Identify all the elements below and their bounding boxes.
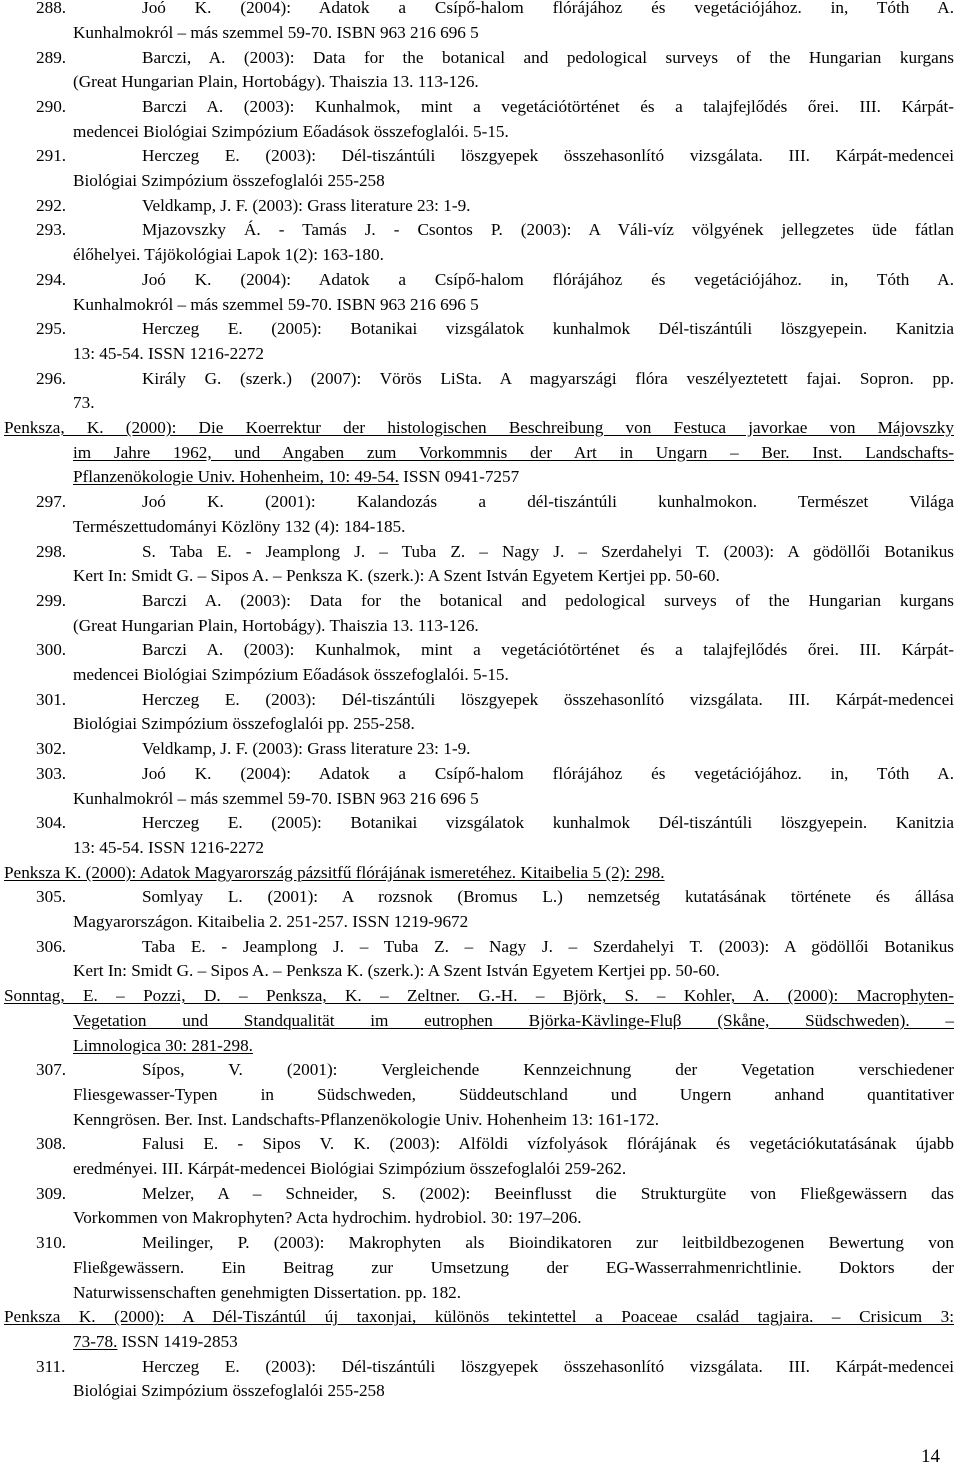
reference-number: 303. [36, 763, 67, 783]
reference-text: Joó K. (2001): Kalandozás a dél-tiszántúli kunhalmokon. Természet Világa [142, 492, 954, 512]
reference-continuation [73, 614, 954, 639]
reference-text: Penksza K. (2000): A Dél-Tiszántúl új taxonjai, különös tekintettel a Poaceae család tagjaira. – Crisicum 3: [4, 1307, 954, 1327]
reference-text: Herczeg E. (2003): Dél-tiszántúli löszgyepek összehasonlító vizsgálata. III. Kárpát-medencei [142, 146, 954, 166]
reference-text: im Jahre 1962, und Angaben zum Vorkommnis der Art in Ungarn – Ber. Inst. Landschafts- [73, 442, 954, 462]
reference-continuation [73, 1108, 954, 1133]
reference-number: 289. [36, 47, 67, 67]
reference-continuation [73, 120, 954, 145]
reference-text: Taba E. - Jeamplong J. – Tuba Z. – Nagy J. – Szerdahelyi T. (2003): A gödöllői Botanikus [142, 936, 954, 956]
reference-number: 297. [36, 492, 67, 512]
reference-full-line [4, 984, 954, 1009]
reference-text: Biológiai Szimpózium összefoglalói 255-258 [73, 1381, 385, 1401]
reference-text: Melzer, A – Schneider, S. (2002): Beeinflusst die Strukturgüte von Fließgewässern das [142, 1183, 954, 1203]
reference-number: 290. [36, 96, 67, 116]
reference-text: Herczeg E. (2005): Botanikai vizsgálatok kunhalmok Dél-tiszántúli löszgyepein. Kanitzia [142, 813, 954, 833]
reference-text: Limnologica 30: 281-298. [73, 1035, 253, 1055]
reference-number: 295. [36, 319, 67, 339]
reference-number: 301. [36, 689, 67, 709]
reference-text: Vorkommen von Makrophyten? Acta hydrochim. hydrobiol. 30: 197–206. [73, 1208, 582, 1228]
reference-continuation [73, 441, 954, 466]
reference-text: Kenngrösen. Ber. Inst. Landschafts-Pflanzenökologie Univ. Hohenheim 13: 161-172. [73, 1109, 660, 1129]
reference-text: Természettudományi Közlöny 132 (4): 184-185. [73, 516, 406, 536]
reference-text: Naturwissenschaften genehmigten Dissertation. pp. 182. [73, 1282, 462, 1302]
reference-text: Biológiai Szimpózium összefoglalói 255-258 [73, 171, 385, 190]
reference-number: 299. [36, 590, 67, 610]
reference-text: Meilinger, P. (2003): Makrophyten als Bioindikatoren zur leitbildbezogenen Bewertung von [142, 1233, 954, 1253]
reference-text: Joó K. (2004): Adatok a Csípő-halom flórájához és vegetációjához. in, Tóth A. [142, 0, 954, 17]
reference-number: 298. [36, 541, 67, 561]
reference-text: élőhelyei. Tájökológiai Lapok 1(2): 163-180. [73, 245, 384, 265]
reference-text: Joó K. (2004): Adatok a Csípő-halom flórájához és vegetációjához. in, Tóth A. [142, 763, 954, 783]
reference-continuation [73, 1009, 954, 1034]
reference-text: medencei Biológiai Szimpózium Eőadások összefoglalói. 5-15. [73, 665, 509, 684]
reference-continuation [73, 712, 954, 737]
reference-text: Pflanzenökologie Univ. Hohenheim, 10: 49-54. [73, 467, 399, 487]
reference-continuation [73, 1330, 954, 1355]
reference-text: Barczi A. (2003): Kunhalmok, mint a vegetációtörténet és a talajfejlődés őrei. III. Kárpát- [142, 96, 954, 116]
reference-text: Penksza, K. (2000): Die Koerrektur der histologischen Beschreibung von Festuca javorkae von Májovszky [4, 418, 954, 437]
reference-text: Herczeg E. (2003): Dél-tiszántúli löszgyepek összehasonlító vizsgálata. III. Kárpát-medencei [142, 1356, 954, 1376]
reference-text: 73. [73, 393, 95, 413]
reference-continuation [73, 787, 954, 812]
reference-number: 306. [36, 936, 67, 956]
reference-text: Somlyay L. (2001): A rozsnok (Bromus L.) nemzetség kutatásának története és állása [142, 887, 954, 907]
reference-text: S. Taba E. - Jeamplong J. – Tuba Z. – Nagy J. – Szerdahelyi T. (2003): A gödöllői Botanikus [142, 541, 954, 561]
reference-continuation [73, 836, 954, 861]
reference-tail: ISSN 1419-2853 [117, 1331, 238, 1351]
reference-full-line [4, 861, 954, 886]
reference-continuation [73, 1379, 954, 1404]
reference-text: Barczi, A. (2003): Data for the botanical and pedological surveys of the Hungarian kurgans [142, 47, 954, 67]
reference-tail: Kitaibelia 5 (2): 298. [516, 862, 665, 882]
reference-number: 307. [36, 1060, 67, 1080]
reference-continuation [73, 959, 954, 984]
reference-text: (Great Hungarian Plain, Hortobágy). Thaiszia 13. 113-126. [73, 72, 479, 92]
reference-text: Barczi A. (2003): Data for the botanical and pedological surveys of the Hungarian kurgans [142, 590, 954, 610]
reference-number: 310. [36, 1233, 67, 1253]
reference-continuation [73, 1256, 954, 1281]
reference-number: 309. [36, 1183, 67, 1203]
reference-continuation [73, 910, 954, 935]
reference-continuation [73, 1281, 954, 1306]
reference-continuation [73, 21, 954, 46]
reference-text: Herczeg E. (2003): Dél-tiszántúli löszgyepek összehasonlító vizsgálata. III. Kárpát-medencei [142, 689, 954, 709]
page-number: 14 [921, 1446, 940, 1467]
reference-number: 308. [36, 1134, 67, 1154]
reference-number: 305. [36, 887, 67, 907]
reference-text: Kunhalmokról – más szemmel 59-70. ISBN 963 216 696 5 [73, 788, 479, 808]
reference-continuation [73, 564, 954, 589]
reference-continuation [73, 1034, 954, 1059]
reference-text: (Great Hungarian Plain, Hortobágy). Thaiszia 13. 113-126. [73, 615, 479, 635]
reference-text: Joó K. (2004): Adatok a Csípő-halom flórájához és vegetációjához. in, Tóth A. [142, 269, 954, 289]
reference-text: 13: 45-54. ISSN 1216-2272 [73, 837, 264, 857]
reference-text: Király G. (szerk.) (2007): Vörös LiSta. A magyarszági flóra veszélyeztetett fajai. Sopron. pp. [142, 368, 954, 388]
reference-text: 73-78. [73, 1331, 118, 1351]
reference-text: Kunhalmokról – más szemmel 59-70. ISBN 963 216 696 5 [73, 22, 479, 42]
reference-continuation [73, 663, 954, 688]
reference-text: eredményei. III. Kárpát-medencei Biológiai Szimpózium összefoglalói 259-262. [73, 1159, 627, 1178]
reference-number: 291. [36, 146, 67, 166]
reference-tail: ISSN 0941-7257 [398, 467, 520, 487]
reference-text: Herczeg E. (2005): Botanikai vizsgálatok kunhalmok Dél-tiszántúli löszgyepein. Kanitzia [142, 319, 954, 339]
reference-continuation [73, 391, 954, 416]
reference-text: Kunhalmokról – más szemmel 59-70. ISBN 963 216 696 5 [73, 294, 479, 314]
reference-text: Sípos, V. (2001): Vergleichende Kennzeichnung der Vegetation verschiedener [142, 1060, 954, 1080]
reference-number: 311. [36, 1356, 66, 1376]
reference-continuation [73, 342, 954, 367]
reference-number: 296. [36, 368, 67, 388]
reference-text: Sonntag, E. – Pozzi, D. – Penksza, K. – Zeltner. G.-H. – Björk, S. – Kohler, A. (2000): Macrophyten- [4, 986, 954, 1006]
reference-continuation [73, 465, 954, 490]
reference-number: 304. [36, 813, 67, 833]
reference-continuation [73, 243, 954, 268]
reference-number: 292. [36, 195, 67, 215]
reference-text: Fließgewässern. Ein Beitrag zur Umsetzung der EG-Wasserrahmenrichtlinie. Doktors der [73, 1257, 954, 1277]
reference-full-line [4, 1305, 954, 1330]
reference-text: 13: 45-54. ISSN 1216-2272 [73, 343, 264, 363]
reference-number: 293. [36, 220, 67, 240]
reference-text: Fliesgewasser-Typen in Südschweden, Süddeutschland und Ungern anhand quantitativer [73, 1084, 954, 1104]
reference-text: Biológiai Szimpózium összefoglalói pp. 255-258. [73, 714, 415, 734]
reference-text: Penksza K. (2000): Adatok Magyarország pázsitfű flórájának ismeretéhez. [4, 862, 517, 882]
reference-continuation [73, 1083, 954, 1108]
reference-text: medencei Biológiai Szimpózium Eőadások összefoglalói. 5-15. [73, 121, 509, 141]
reference-continuation [73, 1157, 954, 1182]
reference-full-line [4, 416, 954, 441]
reference-continuation [73, 70, 954, 95]
reference-continuation [73, 515, 954, 540]
reference-continuation [73, 169, 954, 194]
reference-text: Veldkamp, J. F. (2003): Grass literature 23: 1-9. [142, 739, 471, 759]
reference-text: Barczi A. (2003): Kunhalmok, mint a vegetációtörténet és a talajfejlődés őrei. III. Kárpát- [142, 640, 954, 660]
reference-continuation [73, 293, 954, 318]
reference-continuation [73, 1206, 954, 1231]
reference-number: 294. [36, 269, 67, 289]
reference-number: 302. [36, 739, 67, 759]
reference-text: Kert In: Smidt G. – Sipos A. – Penksza K. (szerk.): A Szent István Egyetem Kertjei pp. 50-60. [73, 961, 720, 981]
reference-text: Veldkamp, J. F. (2003): Grass literature 23: 1-9. [142, 195, 471, 215]
reference-text: Magyarországon. Kitaibelia 2. 251-257. ISSN 1219-9672 [73, 912, 469, 931]
reference-number: 300. [36, 640, 67, 660]
reference-text: Vegetation und Standqualität im eutrophen Björka-Kävlinge-Fluβ (Skåne, Südschweden). – [73, 1010, 954, 1030]
reference-text: Kert In: Smidt G. – Sipos A. – Penksza K. (szerk.): A Szent István Egyetem Kertjei pp. 50-60. [73, 566, 720, 586]
reference-number: 288. [36, 0, 67, 17]
reference-text: Falusi E. - Sipos V. K. (2003): Alföldi vízfolyások flórájának és vegetációkutatásának újabb [142, 1134, 954, 1154]
reference-text: Mjazovszky Á. - Tamás J. - Csontos P. (2003): A Váli-víz völgyének jellegzetes üde fátlan [142, 220, 954, 240]
